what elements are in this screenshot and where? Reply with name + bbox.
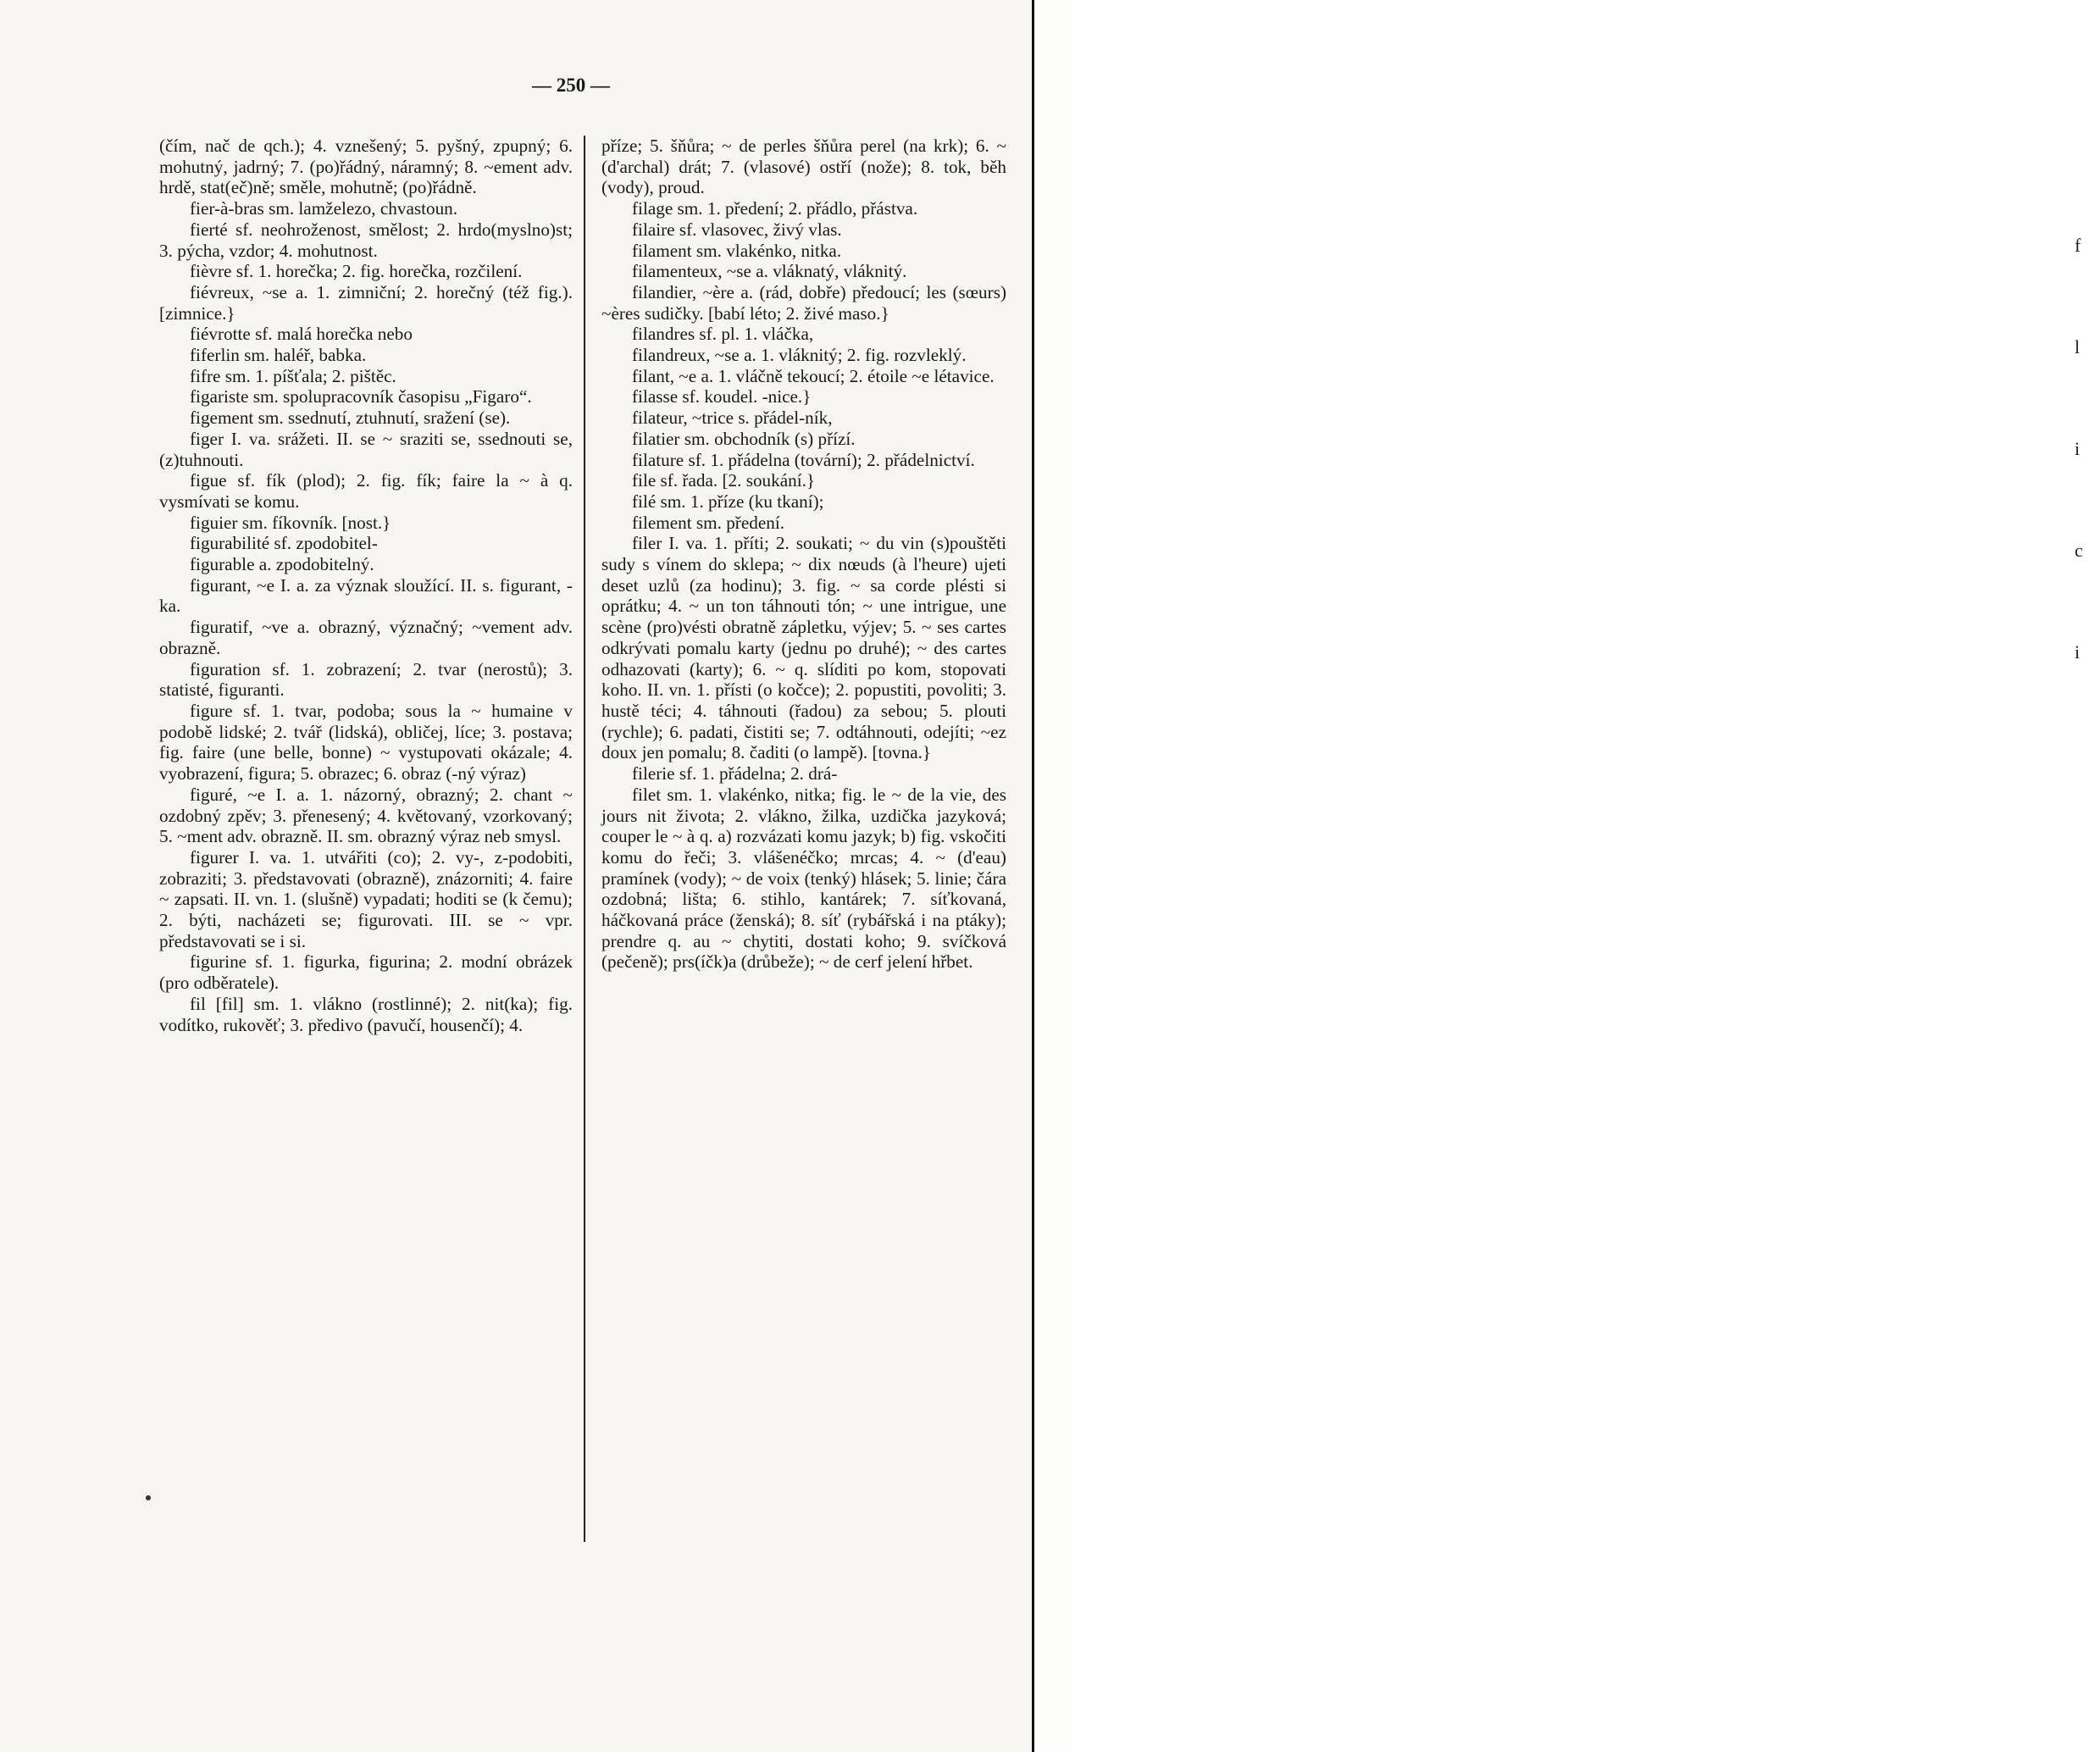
dictionary-entry: figurine sf. 1. figurka, figurina; 2. modní obrázek (pro odběratele). <box>159 951 573 994</box>
column-divider <box>584 136 585 1542</box>
dictionary-entry: fièvre sf. 1. horečka; 2. fig. horečka, rozčilení. <box>190 261 523 282</box>
dictionary-entry: filandres sf. pl. 1. vláčka, <box>632 324 814 345</box>
dictionary-entry: figuré, ~e I. a. 1. názorný, obrazný; 2. chant ~ ozdobný zpěv; 3. přenesený; 4. květovaný, vzorkovaný; 5. ~ment adv. obrazně. II. sm. obrazný výraz neb smysl. <box>159 784 573 847</box>
dictionary-entry: filandreux, ~se a. 1. vláknitý; 2. fig. rozvleklý. <box>632 345 967 366</box>
dictionary-entry: figariste sm. spolupracovník časopisu „Figaro“. <box>190 386 532 408</box>
edge-letter: i <box>2075 641 2081 663</box>
dictionary-entry: figer I. va. srážeti. II. se ~ sraziti se, ssednouti se, (z)tuhnouti. <box>159 428 573 470</box>
dictionary-entry: filatier sm. obchodník (s) přízí. <box>632 428 856 449</box>
dictionary-entry: filature sf. 1. přádelna (tovární); 2. přádelnictví. <box>632 449 975 470</box>
dictionary-entry: figuration sf. 1. zobrazení; 2. tvar (nerostů); 3. statisté, figuranti. <box>159 658 573 701</box>
dictionary-entry: filement sm. předení. <box>632 512 785 533</box>
dictionary-entry: fiferlin sm. haléř, babka. <box>190 345 367 366</box>
right-column <box>601 136 1006 973</box>
margin-dot <box>146 1495 151 1500</box>
dictionary-entry: figurable a. zpodobitelný. <box>190 554 374 575</box>
dictionary-entry: filer I. va. 1. příti; 2. soukati; ~ du vin (s)pouštěti sudy s vínem do sklepa; ~ dix nœuds (à l'heure) ujeti deset uzlů (za hodinu); 3. fig. ~ sa corde plésti si oprátku; 4. ~ un ton táhnouti tón; ~ une intrigue, une scène (pro)vésti obratně zápletku, výjev; 5. ~ ses cartes odkrývati pomalu karty (jednu po druhé); ~ des cartes odhazovati (karty); 6. ~ q. slíditi po kom, stopovati koho. II. vn. 1. přísti (o kočce); 2. popustiti, povoliti; 3. hustě téci; 4. táhnouti (řadou) za sebou; 5. plouti (rychle); 6. padati, čistiti se; 7. odtáhnouti, odejíti; ~ez doux jen pomalu; 8. čaditi (o lampě). [tovna.} <box>601 533 1006 763</box>
dictionary-entry: fifre sm. 1. píšťala; 2. pištěc. <box>190 365 396 386</box>
dictionary-entry: figurant, ~e I. a. za význak sloužící. II. s. figurant, -ka. <box>159 574 573 617</box>
edge-letter: f <box>2075 235 2081 256</box>
adjacent-page-edge <box>1032 0 2083 1752</box>
dictionary-entry: filet sm. 1. vlakénko, nitka; fig. le ~ de la vie, des jours nit života; 2. vlákno, žilka, uzdička jazyková; couper le ~ à q. a) rozvázati komu jazyk; b) fig. vskočiti komu do řeči; 3. vlášenéčko; mrcas; 4. ~ (d'eau) pramínek (vody); ~ de voix (tenký) hlásek; 5. linie; čára ozdobná; lišta; 6. stihlo, kantárek; 7. síťkovaná, háčkovaná práce (ženská); 8. síť (rybářská i na ptáky); prendre q. au ~ chytiti, dostati koho; 9. svíčková (pečeně); prs(íčk)a (drůbeže); ~ de cerf jelení hřbet. <box>601 784 1006 973</box>
dictionary-entry: figurer I. va. 1. utvářiti (co); 2. vy-, z-podobiti, zobraziti; 3. představovati (obrazně), znázorniti; 4. faire ~ zapsati. II. vn. 1. (slušně) vypadati; hoditi se (k čemu); 2. býti, nacházeti se; figurovati. III. se ~ vpr. představovati se i si. <box>159 846 573 951</box>
dictionary-entry: fil [fil] sm. 1. vlákno (rostlinné); 2. nit(ka); fig. vodítko, rukověť; 3. předivo (pavučí, housenčí); 4. <box>159 993 573 1035</box>
dictionary-entry: figure sf. 1. tvar, podoba; sous la ~ humaine v podobě lidské; 2. tvář (lidská), obličej, líce; 3. postava; fig. faire (une belle, bonne) ~ vystupovati okázale; 4. vyobrazení, figura; 5. obrazec; 6. obraz (-ný výraz) <box>159 700 573 785</box>
dictionary-entry: filandier, ~ère a. (rád, dobře) předoucí; les (sœurs) ~ères sudičky. [babí léto; 2. živé maso.} <box>601 281 1006 324</box>
dictionary-entry: filaire sf. vlasovec, živý vlas. <box>632 219 842 240</box>
dictionary-entry: fier-à-bras sm. lamželezo, chvastoun. <box>190 198 458 219</box>
edge-letter: l <box>2075 336 2081 358</box>
dictionary-entry: (čím, nač de qch.); 4. vznešený; 5. pyšný, zpupný; 6. mohutný, jadrný; 7. (po)řádný, náramný; 8. ~ement adv. hrdě, stat(eč)ně; směle, mohutně; (po)řádně. <box>159 136 573 198</box>
dictionary-entry: příze; 5. šňůra; ~ de perles šňůra perel (na krk); 6. ~ (d'archal) drát; 7. (vlasové) ostří (nože); 8. tok, běh (vody), proud. <box>601 136 1006 198</box>
dictionary-entry: fiévrotte sf. malá horečka nebo <box>190 324 413 345</box>
dictionary-entry: figurabilité sf. zpodobitel- <box>190 533 378 554</box>
dictionary-entry: filé sm. 1. příze (ku tkaní); <box>632 491 824 512</box>
dictionary-entry: filateur, ~trice s. přádel-ník, <box>632 408 833 429</box>
dictionary-entry: filamenteux, ~se a. vláknatý, vláknitý. <box>632 261 907 282</box>
dictionary-entry: filage sm. 1. předení; 2. přádlo, přástva. <box>632 198 918 219</box>
dictionary-entry: filament sm. vlakénko, nitka. <box>632 240 842 261</box>
dictionary-entry: filant, ~e a. 1. vláčně tekoucí; 2. étoile ~e létavice. <box>632 365 995 386</box>
dictionary-entry: figement sm. ssednutí, ztuhnutí, sražení (se). <box>190 408 511 429</box>
dictionary-entry: figuratif, ~ve a. obrazný, význačný; ~vement adv. obrazně. <box>159 617 573 658</box>
edge-letter: i <box>2075 438 2081 459</box>
dictionary-entry: fiévreux, ~se a. 1. zimniční; 2. horečný (též fig.). [zimnice.} <box>159 281 573 324</box>
edge-letters <box>2075 195 2100 703</box>
dictionary-entry: figue sf. fík (plod); 2. fig. fík; faire la ~ à q. vysmívati se komu. <box>159 470 573 512</box>
dictionary-page <box>0 0 1032 1752</box>
dictionary-entry: file sf. řada. [2. soukání.} <box>632 470 816 491</box>
page-number <box>0 75 1032 97</box>
dictionary-entry: figuier sm. fíkovník. [nost.} <box>190 512 391 533</box>
page-number-text: — 250 — <box>532 75 610 96</box>
dictionary-entry: filasse sf. koudel. -nice.} <box>632 386 812 408</box>
dictionary-entry: fierté sf. neohroženost, smělost; 2. hrdo(myslno)st; 3. pýcha, vzdor; 4. mohutnost. <box>159 219 573 261</box>
edge-letter: c <box>2075 540 2083 561</box>
left-column <box>159 136 573 1035</box>
dictionary-entry: filerie sf. 1. přádelna; 2. drá- <box>632 763 838 785</box>
